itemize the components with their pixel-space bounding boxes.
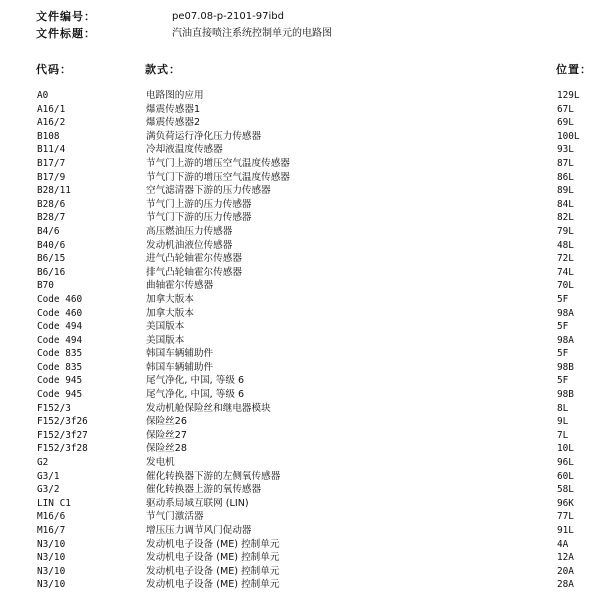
component-name: 尾气净化, 中国, 等级 6 [146, 375, 245, 387]
component-name: 节气门下游的压力传感器 [146, 212, 252, 224]
component-code: Code 460 [37, 307, 83, 319]
component-code: LIN C1 [37, 497, 71, 509]
component-code: F152/3f27 [37, 429, 88, 441]
component-code: A16/1 [37, 103, 66, 115]
component-position: 48L [557, 239, 574, 251]
list-item [0, 157, 603, 171]
component-position: 77L [557, 511, 574, 523]
component-code: B17/7 [37, 157, 66, 169]
list-item [0, 347, 603, 361]
component-position: 70L [557, 280, 574, 292]
component-code: Code 945 [37, 389, 83, 401]
doc-number-value: pe07.08-p-2101-97ibd [172, 11, 284, 22]
component-position: 96K [557, 497, 574, 509]
component-name: 进气凸轮轴霍尔传感器 [146, 253, 242, 265]
component-name: 爆震传感器1 [146, 103, 201, 115]
list-item [0, 429, 603, 443]
component-name: 韩国车辆辅助件 [146, 361, 214, 373]
component-code: A16/2 [37, 117, 66, 129]
component-position: 60L [557, 470, 574, 482]
component-position: 12A [557, 552, 574, 564]
component-position: 20A [557, 565, 574, 577]
component-position: 8L [557, 402, 569, 414]
component-position: 7L [557, 429, 569, 441]
component-position: 82L [557, 212, 574, 224]
list-item [0, 116, 603, 130]
component-name: 电路图的应用 [146, 90, 204, 101]
component-position: 98A [557, 334, 574, 346]
component-code: B11/4 [37, 144, 66, 156]
component-code: M16/6 [37, 511, 66, 523]
component-position: 58L [557, 484, 574, 496]
component-name: 节气门上游的增压空气温度传感器 [146, 157, 290, 169]
component-code: B6/15 [37, 253, 66, 265]
component-code: Code 494 [37, 334, 83, 346]
list-item [0, 130, 603, 144]
list-item [0, 103, 603, 117]
component-code: B28/6 [37, 198, 66, 210]
component-code: B28/7 [37, 212, 66, 224]
component-position: 5F [557, 293, 569, 305]
component-name: 美国版本 [146, 334, 185, 346]
component-position: 84L [557, 198, 574, 210]
list-item [0, 361, 603, 375]
component-code: F152/3f28 [37, 443, 88, 455]
component-code: B70 [37, 280, 54, 292]
component-name: 高压燃油压力传感器 [146, 225, 233, 237]
component-position: 28A [557, 579, 574, 591]
component-name: 发动机电子设备 (ME) 控制单元 [146, 538, 280, 550]
component-name: 美国版本 [146, 321, 185, 333]
code-column-header: 代码： [36, 63, 72, 76]
list-item [0, 524, 603, 538]
component-code: Code 494 [37, 321, 83, 333]
list-item [0, 307, 603, 321]
list-item [0, 374, 603, 388]
list-item [0, 497, 603, 511]
component-name: 发电机 [146, 457, 175, 469]
list-item [0, 578, 603, 592]
list-item [0, 225, 603, 239]
list-item [0, 143, 603, 157]
component-code: G2 [37, 457, 49, 469]
component-position: 5F [557, 348, 569, 360]
list-item [0, 184, 603, 198]
component-name: 加拿大版本 [146, 293, 194, 305]
component-position: 98B [557, 389, 574, 401]
list-item [0, 415, 603, 429]
list-item [0, 279, 603, 293]
component-code: G3/1 [37, 470, 60, 482]
component-name: 节气门下游的增压空气温度传感器 [146, 171, 290, 183]
component-name: 冷却液温度传感器 [146, 144, 223, 156]
list-item [0, 334, 603, 348]
component-code: Code 835 [37, 348, 83, 360]
component-position: 67L [557, 103, 574, 115]
list-item [0, 565, 603, 579]
list-item [0, 510, 603, 524]
component-position: 79L [557, 225, 574, 237]
component-name: 曲轴霍尔传感器 [146, 280, 214, 292]
component-position: 10L [557, 443, 574, 455]
list-item [0, 239, 603, 253]
component-name: 排气凸轮轴霍尔传感器 [146, 266, 242, 278]
component-name: 保险丝27 [146, 429, 187, 441]
component-position: 74L [557, 266, 574, 278]
component-name: 驱动系局域互联网 (LIN) [146, 497, 249, 509]
list-item [0, 388, 603, 402]
component-code: N3/10 [37, 579, 66, 591]
component-position: 98B [557, 361, 574, 373]
component-position: 9L [557, 416, 569, 428]
component-code: F152/3 [37, 402, 71, 414]
component-name: 保险丝28 [146, 443, 187, 455]
component-name: 发动机舱保险丝和继电器模块 [146, 402, 271, 414]
list-item [0, 456, 603, 470]
list-item [0, 266, 603, 280]
component-name: 发动机电子设备 (ME) 控制单元 [146, 565, 280, 577]
component-code: B40/6 [37, 239, 66, 251]
component-code: N3/10 [37, 552, 66, 564]
component-name: 加拿大版本 [146, 307, 194, 319]
component-list [0, 89, 603, 592]
list-item [0, 442, 603, 456]
component-position: 91L [557, 525, 574, 536]
doc-title-value: 汽油直接喷注系统控制单元的电路图 [172, 28, 332, 39]
component-code: B17/9 [37, 171, 66, 183]
component-name: 保险丝26 [146, 416, 187, 428]
component-name: 节气门激活器 [146, 511, 204, 523]
list-item [0, 320, 603, 334]
component-position: 72L [557, 253, 574, 265]
component-name: 发动机电子设备 (ME) 控制单元 [146, 579, 280, 591]
component-name: 空气滤清器下游的压力传感器 [146, 185, 271, 197]
component-position: 69L [557, 117, 574, 129]
component-name: 催化转换器上游的氧传感器 [146, 484, 262, 496]
list-item [0, 293, 603, 307]
component-position: 129L [557, 90, 580, 101]
doc-title-label: 文件标题： [36, 27, 96, 40]
component-position: 100L [557, 130, 580, 142]
list-item [0, 198, 603, 212]
list-item [0, 211, 603, 225]
component-code: A0 [37, 90, 49, 101]
component-code: Code 945 [37, 375, 83, 387]
list-item [0, 483, 603, 497]
component-code: F152/3f26 [37, 416, 88, 428]
position-column-header: 位置： [556, 63, 592, 76]
component-position: 86L [557, 171, 574, 183]
list-item [0, 89, 603, 103]
component-position: 4A [557, 538, 569, 550]
component-name: 增压压力调节风门促动器 [146, 525, 252, 536]
component-code: G3/2 [37, 484, 60, 496]
component-name: 催化转换器下游的左侧氧传感器 [146, 470, 281, 482]
component-name: 发动机油液位传感器 [146, 239, 233, 251]
component-position: 98A [557, 307, 574, 319]
component-code: B108 [37, 130, 60, 142]
component-name: 节气门上游的压力传感器 [146, 198, 252, 210]
component-code: M16/7 [37, 525, 66, 536]
list-item [0, 551, 603, 565]
doc-number-label: 文件编号： [36, 10, 96, 23]
list-item [0, 402, 603, 416]
component-name: 发动机电子设备 (ME) 控制单元 [146, 552, 280, 564]
list-item [0, 252, 603, 266]
component-position: 93L [557, 144, 574, 156]
component-code: B28/11 [37, 185, 71, 197]
component-position: 96L [557, 457, 574, 469]
list-item [0, 171, 603, 185]
component-name: 爆震传感器2 [146, 117, 201, 129]
list-item [0, 538, 603, 552]
component-code: Code 835 [37, 361, 83, 373]
list-item [0, 470, 603, 484]
component-code: B4/6 [37, 225, 60, 237]
component-code: N3/10 [37, 538, 66, 550]
component-name: 尾气净化, 中国, 等级 6 [146, 389, 245, 401]
component-name: 韩国车辆辅助件 [146, 348, 214, 360]
component-position: 5F [557, 375, 569, 387]
name-column-header: 款式： [145, 63, 181, 76]
component-position: 5F [557, 321, 569, 333]
component-code: B6/16 [37, 266, 66, 278]
component-code: Code 460 [37, 293, 83, 305]
component-position: 89L [557, 185, 574, 197]
component-name: 满负荷运行净化压力传感器 [146, 130, 262, 142]
component-code: N3/10 [37, 565, 66, 577]
component-position: 87L [557, 157, 574, 169]
